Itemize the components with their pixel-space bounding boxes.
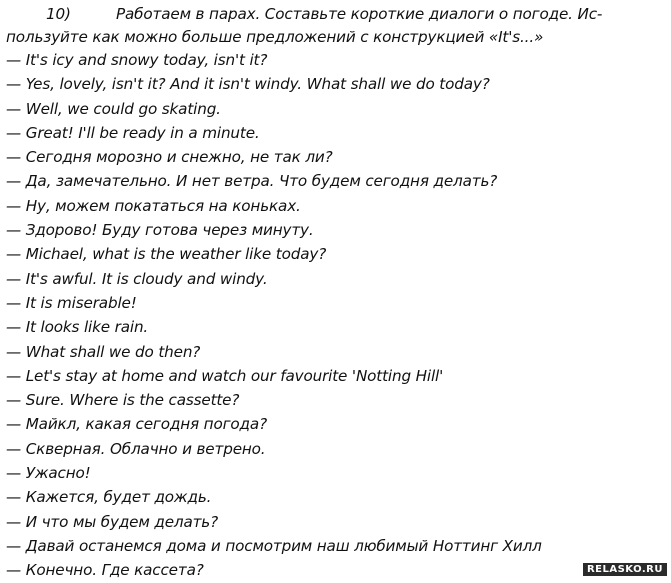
dialogue-line: — Майкл, какая сегодня погода? [6,415,267,434]
dialogue-line: — Michael, what is the weather like today? [6,245,327,264]
dialogue-line: — Ну, можем покататься на коньках. [6,196,301,215]
task-heading [6,3,666,49]
dialogue-line: — Сегодня морозно и снежно, не так ли? [6,148,333,167]
dialogue-line: — И что мы будем делать? [6,512,219,531]
site-watermark: RELASKO.RU [583,563,667,576]
task-instruction-part-1: Работаем в парах. Составьте короткие диалоги о погоде. Ис- [116,5,603,23]
dialogue-line: — It looks like rain. [6,318,149,337]
dialogue-line: — What shall we do then? [6,342,201,361]
dialogue-line: — Скверная. Облачно и ветрено. [6,439,266,458]
dialogue-line: — It's awful. It is cloudy and windy. [6,269,268,288]
dialogue-line: — Let's stay at home and watch our favourite 'Notting Hill' [6,366,444,385]
dialogue-line: — Yes, lovely, isn't it? And it isn't windy. What shall we do today? [6,75,490,94]
dialogue-line: — It is miserable! [6,293,137,312]
dialogue-line: — Ужасно! [6,464,91,483]
dialogue-line: — Здорово! Буду готова через минуту. [6,221,314,240]
dialogue-line: — Well, we could go skating. [6,99,221,118]
dialogue-line: — Sure. Where is the cassette? [6,391,240,410]
task-number: 10) [46,5,71,23]
task-instruction-part-2: пользуйте как можно больше предложений с конструкцией «It's...» [6,28,544,46]
dialogue-line: — Конечно. Где кассета? [6,561,204,580]
dialogue-line: — Давай останемся дома и посмотрим наш любимый Ноттинг Хилл [6,536,542,555]
dialogue-line: — It's icy and snowy today, isn't it? [6,51,268,69]
dialogue-list [6,48,666,583]
dialogue-line: — Да, замечательно. И нет ветра. Что будем сегодня делать? [6,172,498,191]
dialogue-line: — Кажется, будет дождь. [6,488,212,507]
dialogue-line: — Great! I'll be ready in a minute. [6,123,260,142]
task-heading-line-1 [6,3,666,26]
